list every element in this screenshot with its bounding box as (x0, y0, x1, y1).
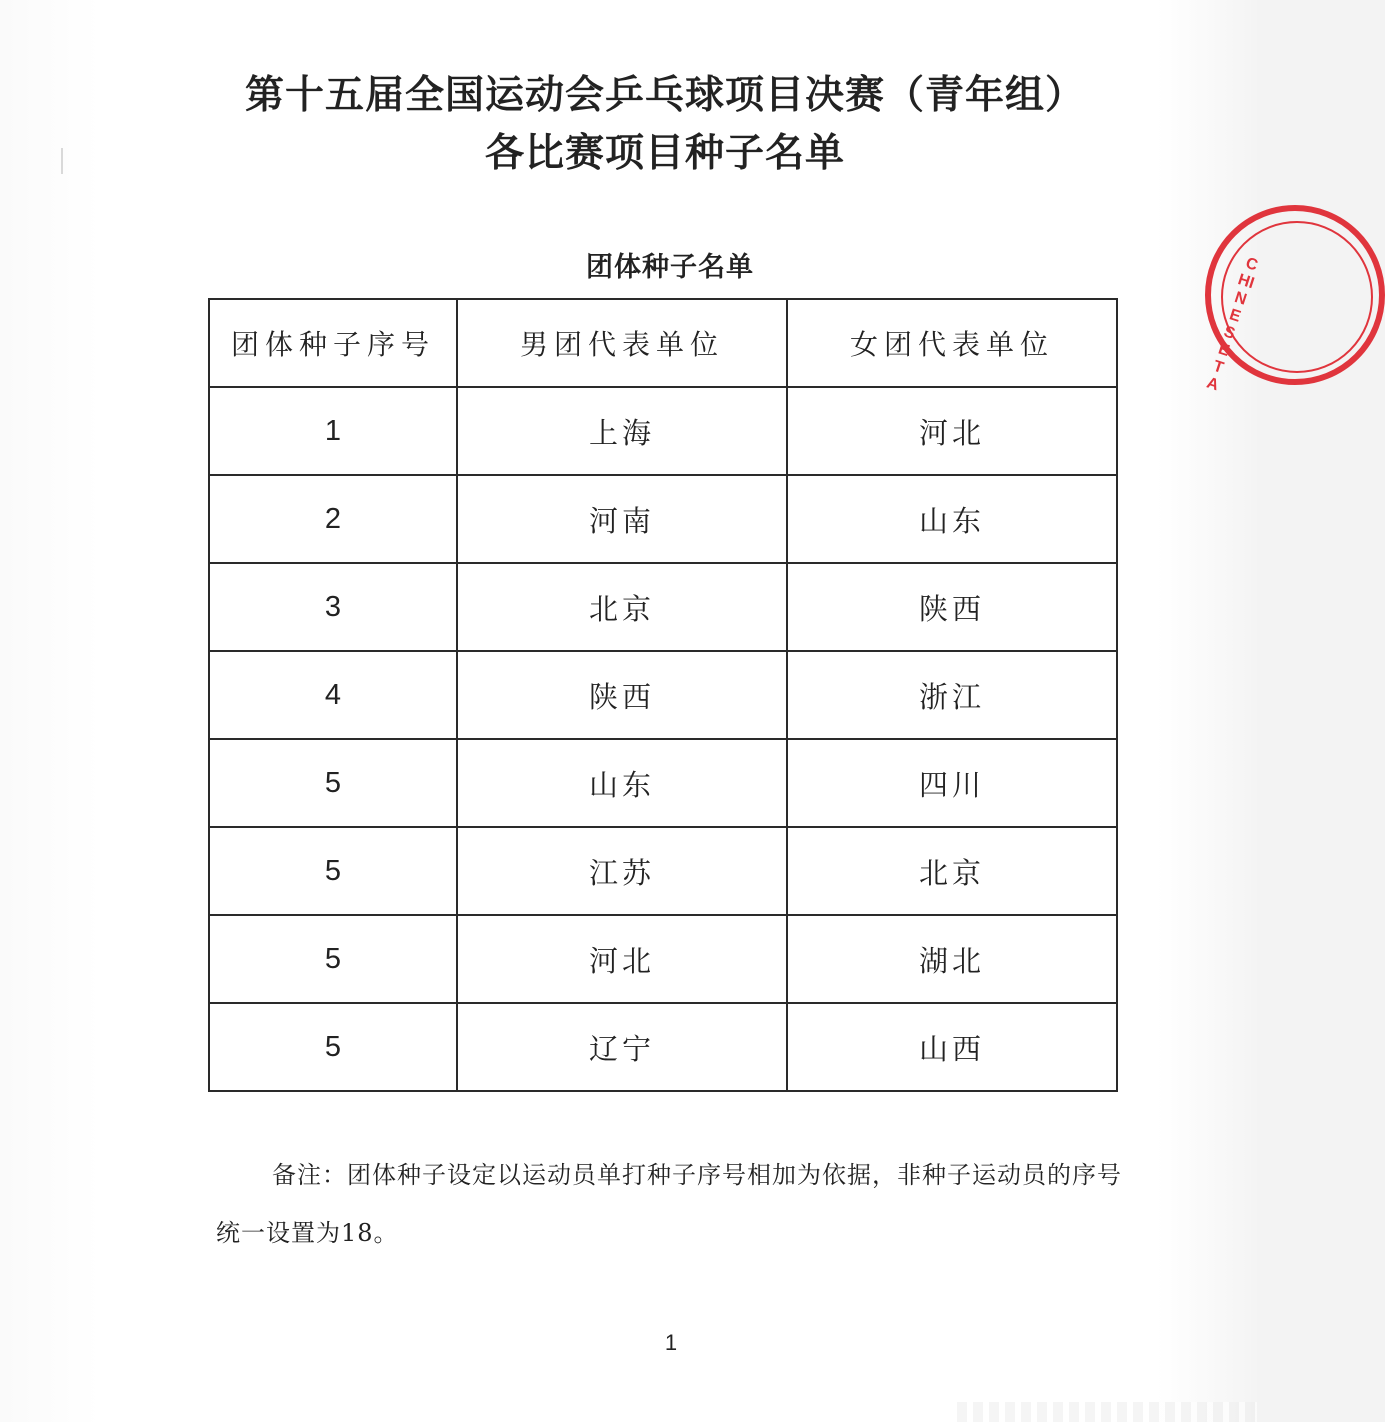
seed-number-cell: 4 (209, 651, 457, 739)
women-team-cell: 四川 (787, 739, 1117, 827)
men-team-cell: 河北 (457, 915, 787, 1003)
table-row (209, 827, 1117, 915)
table-row (209, 563, 1117, 651)
table-caption: 团体种子名单 (586, 252, 754, 283)
women-team-cell: 山西 (787, 1003, 1117, 1091)
women-team-cell: 北京 (787, 827, 1117, 915)
table-row (209, 475, 1117, 563)
seed-number-cell: 2 (209, 475, 457, 563)
header-seed-number: 团体种子序号 (209, 299, 457, 387)
document-title-line-1: 第十五届全国运动会乒乓球项目决赛（青年组） (244, 72, 1085, 118)
table-row (209, 387, 1117, 475)
table-row (209, 739, 1117, 827)
men-team-cell: 辽宁 (457, 1003, 787, 1091)
seal-text: CHINESE TA (1204, 254, 1260, 395)
seed-number-cell: 5 (209, 739, 457, 827)
table-row (209, 915, 1117, 1003)
men-team-cell: 上海 (457, 387, 787, 475)
note-paragraph: 备注：团体种子设定以运动员单打种子序号相加为依据，非种子运动员的序号统一设置为18。 (216, 1161, 1122, 1247)
women-team-cell: 河北 (787, 387, 1117, 475)
page-number: 1 (664, 1330, 678, 1355)
men-team-cell: 河南 (457, 475, 787, 563)
men-team-cell: 北京 (457, 563, 787, 651)
team-seed-table (208, 298, 1118, 1092)
red-seal-stamp (1204, 205, 1385, 395)
scan-footer-marks (957, 1402, 1257, 1422)
women-team-cell: 陕西 (787, 563, 1117, 651)
seed-number-cell: 5 (209, 915, 457, 1003)
table-row (209, 1003, 1117, 1091)
document-title-line-2: 各比赛项目种子名单 (484, 130, 845, 176)
women-team-cell: 湖北 (787, 915, 1117, 1003)
header-women-team-unit: 女团代表单位 (787, 299, 1117, 387)
seed-number-cell: 5 (209, 1003, 457, 1091)
men-team-cell: 山东 (457, 739, 787, 827)
seed-number-cell: 3 (209, 563, 457, 651)
table-row (209, 651, 1117, 739)
men-team-cell: 陕西 (457, 651, 787, 739)
table-header-row (209, 299, 1117, 387)
seed-number-cell: 5 (209, 827, 457, 915)
women-team-cell: 浙江 (787, 651, 1117, 739)
men-team-cell: 江苏 (457, 827, 787, 915)
header-men-team-unit: 男团代表单位 (457, 299, 787, 387)
seed-number-cell: 1 (209, 387, 457, 475)
women-team-cell: 山东 (787, 475, 1117, 563)
